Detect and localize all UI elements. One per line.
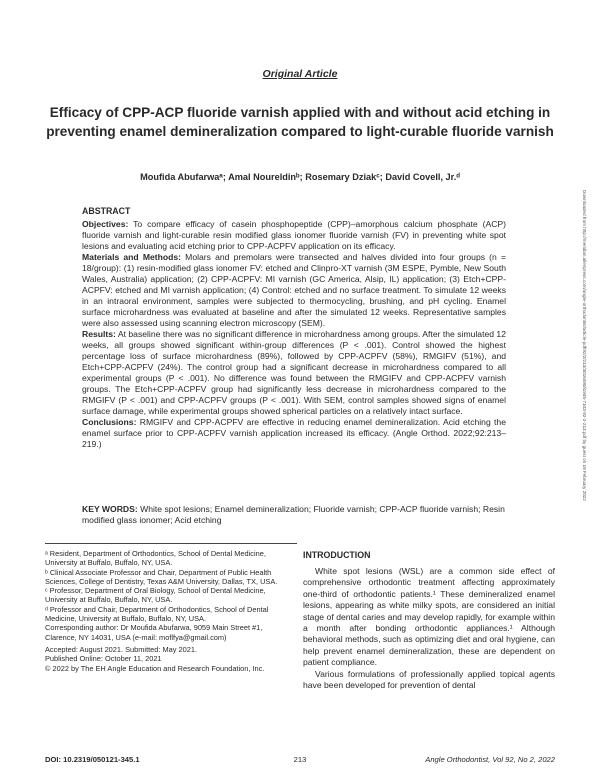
- download-watermark-text: Downloaded from http://meridian.allenpress.com/angle-orthodontist/article-pdf/92/2/213/3016490/i1945-7103-92-2-213.pdf by guest on 18 February 2022: [582, 190, 587, 501]
- footnote-b: ᵇ Clinical Associate Professor and Chair, Department of Public Health Sciences, College of Dentistry, Texas A&M University, Dallas, TX, USA.: [45, 567, 278, 586]
- author-list: Moufida Abufarwaᵃ; Amal Noureldinᵇ; Rosemary Dziakᶜ; David Covell, Jr.ᵈ: [140, 172, 460, 182]
- conclusions-label: Conclusions:: [82, 417, 137, 427]
- methods-text: Molars and premolars were transected and halves divided into four groups (n = 18/group): (1) resin-modified glass ionomer FV: etched and Clinpro-XT varnish (3M ESPE, Pymble, New South Wales, Australia) application; (2) CPP-ACPFV: MI varnish (GC America, Alsip, IL) application; (3) Etch+CPP-ACPFV: etched and MI varnish application; (4) Control: etched and no surface treatment. To simulate 12 weeks in an intraoral environment, samples were subjected to thermocycling, brushing, and pH cycling. Enamel surface microhardness was evaluated at baseline and after the simulated 12 weeks. Representative samples were also assessed using scanning electron microscopy (SEM).: [82, 252, 506, 328]
- footnote-d: ᵈ Professor and Chair, Department of Orthodontics, School of Dental Medicine, University at Buffalo, Buffalo, NY, USA.: [45, 604, 269, 624]
- abstract-conclusions: [82, 417, 506, 450]
- results-text: At baseline there was no significant difference in microhardness among groups. After the simulated 12 weeks, all groups showed significant within-group differences (P < .001). Control showed the highest percentage loss of surface microhardness (89%), followed by CPP-ACPFV (58%), RMGIFV (51%), and Etch+CPP-ACPFV (24%). The control group had a significant decrease in microhardness compared to all experimental groups (P < .001). No difference was found between the RMGIFV and CPP-ACPFV varnish groups. The Etch+CPP-ACPFV group had significantly less decrease in microhardness compared to the RMGIFV (P < .001) and CPP-ACPFV groups (P < .001). With SEM, control samples showed signs of enamel surface damage, while experimental groups showed spherical particles on a relatively intact surface.: [82, 329, 506, 416]
- abstract-results: [82, 329, 506, 417]
- footnote-a: ᵃ Resident, Department of Orthodontics, School of Dental Medicine, University at Buffalo, Buffalo, NY, USA.: [45, 549, 266, 568]
- intro-paragraph-2: Various formulations of professionally applied topical agents have been developed for prevention of dental: [303, 668, 555, 691]
- copyright: © 2022 by The EH Angle Education and Research Foundation, Inc.: [45, 663, 265, 673]
- results-label: Results:: [82, 329, 116, 339]
- methods-label: Materials and Methods:: [82, 252, 182, 262]
- article-title: Efficacy of CPP-ACP fluoride varnish applied with and without acid etching in preventing enamel demineralization compared to light-curable fluoride varnish: [46, 105, 554, 139]
- introduction-body: [303, 566, 555, 691]
- abstract-methods: [82, 252, 506, 329]
- section-label: Original Article: [262, 68, 338, 80]
- conclusions-text: RMGIFV and CPP-ACPFV are effective in reducing enamel demineralization. Acid etching the enamel surface prior to CPP-ACPFV varnish application increased its efficacy. (Angle Orthod. 2022;92:213–219.): [82, 417, 506, 449]
- introduction-heading: INTRODUCTION: [303, 550, 371, 560]
- corresponding-author: Corresponding author: Dr Moufida Abufarwa, 9059 Main Street #1, Clarence, NY 14031, USA (e-mail: moflfya@gmail.com): [45, 623, 263, 642]
- published-date: Published Online: October 11, 2021: [45, 654, 162, 664]
- objectives-text: To compare efficacy of casein phosphopeptide (CPP)–amorphous calcium phosphate (ACP) fluoride varnish and light-curable resin modified glass ionomer fluoride varnish (FV) in preventing white spot lesions and evaluating acid etching prior to CPP-ACPFV application on its efficacy.: [82, 219, 506, 251]
- page-number: 213: [293, 755, 307, 764]
- abstract-block: [82, 206, 506, 450]
- keywords: [82, 504, 506, 526]
- footnote-divider: [45, 543, 297, 544]
- abstract-objectives: [82, 219, 506, 252]
- download-watermark: [575, 190, 591, 620]
- intro-paragraph-1: White spot lesions (WSL) are a common side effect of comprehensive orthodontic treatment affecting approximately one-third of orthodontic patients.¹ These demineralized enamel lesions, appearing as white milky spots, are considered an initial stage of dental caries and may develop rapidly, for example within a month after bonding orthodontic appliances.¹ Although behavioral methods, such as optimizing diet and oral hygiene, can help prevent enamel demineralization, these are dependent on patient compliance.: [303, 566, 555, 668]
- doi: DOI: 10.2319/050121-345.1: [45, 755, 140, 764]
- objectives-label: Objectives:: [82, 219, 129, 229]
- keywords-label: KEY WORDS:: [82, 504, 138, 514]
- keywords-text: White spot lesions; Enamel demineralization; Fluoride varnish; CPP-ACP fluoride varnish; Resin modified glass ionomer; Acid etching: [82, 504, 505, 525]
- abstract-heading: ABSTRACT: [82, 206, 131, 216]
- journal-citation: Angle Orthodontist, Vol 92, No 2, 2022: [425, 755, 555, 764]
- accepted-date: Accepted: August 2021. Submitted: May 2021.: [45, 644, 198, 654]
- footnote-c: ᶜ Professor, Department of Oral Biology, School of Dental Medicine, University at Buffalo, Buffalo, NY, USA.: [45, 586, 266, 605]
- footnotes: [45, 549, 295, 673]
